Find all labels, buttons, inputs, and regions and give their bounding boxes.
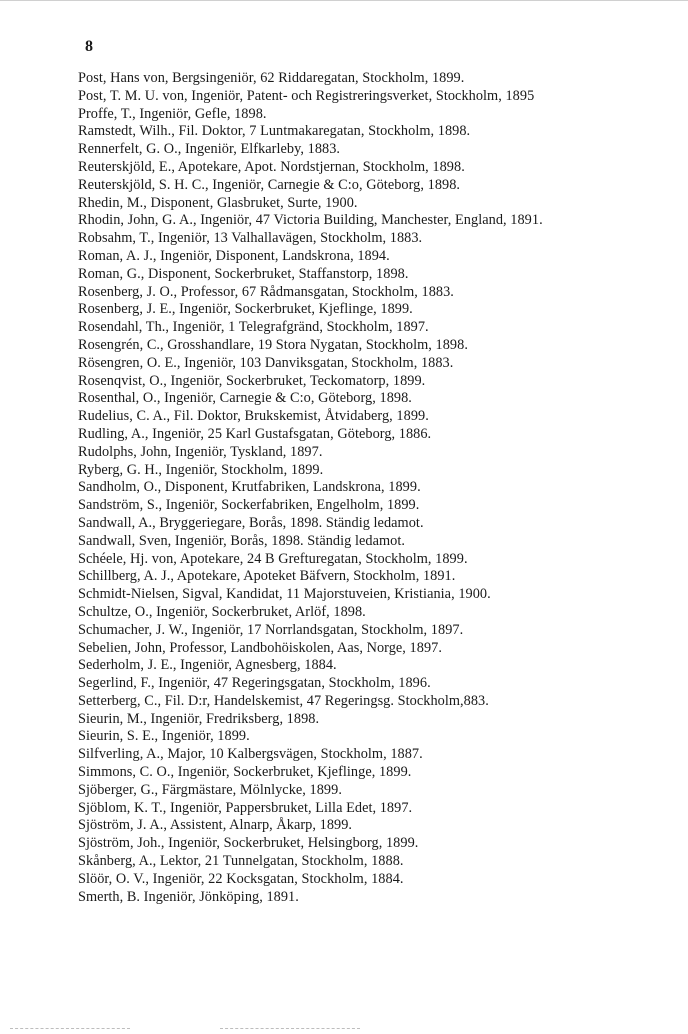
member-entry: Rudling, A., Ingeniör, 25 Karl Gustafsgatan, Göteborg, 1886. [78, 425, 432, 442]
member-list [78, 70, 626, 906]
member-entry: Reuterskjöld, E., Apotekare, Apot. Nordstjernan, Stockholm, 1898. [78, 158, 465, 175]
member-entry: Rudolphs, John, Ingeniör, Tyskland, 1897. [78, 443, 323, 460]
member-entry: Sieurin, M., Ingeniör, Fredriksberg, 1898. [78, 710, 320, 727]
member-entry: Skånberg, A., Lektor, 21 Tunnelgatan, Stockholm, 1888. [78, 853, 404, 870]
member-entry: Segerlind, F., Ingeniör, 47 Regeringsgatan, Stockholm, 1896. [78, 675, 431, 692]
member-entry: Sjöblom, K. T., Ingeniör, Pappersbruket, Lilla Edet, 1897. [78, 799, 413, 816]
member-entry: Roman, G., Disponent, Sockerbruket, Staffanstorp, 1898. [78, 265, 409, 282]
member-entry: Rudelius, C. A., Fil. Doktor, Brukskemist, Åtvidaberg, 1899. [78, 408, 429, 425]
member-entry: Schmidt-Nielsen, Sigval, Kandidat, 11 Majorstuveien, Kristiania, 1900. [78, 586, 491, 603]
member-entry: Sandholm, O., Disponent, Krutfabriken, Landskrona, 1899. [78, 479, 421, 496]
member-entry: Sieurin, S. E., Ingeniör, 1899. [78, 728, 250, 745]
member-entry: Sandwall, Sven, Ingeniör, Borås, 1898. Ständig ledamot. [78, 532, 405, 549]
member-entry: Rosenberg, J. O., Professor, 67 Rådmansgatan, Stockholm, 1883. [78, 283, 454, 300]
member-entry: Reuterskjöld, S. H. C., Ingeniör, Carnegie & C:o, Göteborg, 1898. [78, 176, 461, 193]
member-entry: Proffe, T., Ingeniör, Gefle, 1898. [78, 105, 267, 122]
member-entry: Setterberg, C., Fil. D:r, Handelskemist, 47 Regeringsg. Stockholm,883. [78, 692, 489, 709]
member-entry: Schéele, Hj. von, Apotekare, 24 B Grefturegatan, Stockholm, 1899. [78, 550, 468, 567]
member-entry: Sederholm, J. E., Ingeniör, Agnesberg, 1884. [78, 657, 337, 674]
member-entry: Sebelien, John, Professor, Landbohöiskolen, Aas, Norge, 1897. [78, 639, 442, 656]
member-entry: Roman, A. J., Ingeniör, Disponent, Landskrona, 1894. [78, 247, 390, 264]
member-entry: Schillberg, A. J., Apotekare, Apoteket Bäfvern, Stockholm, 1891. [78, 568, 456, 585]
member-entry: Schumacher, J. W., Ingeniör, 17 Norrlandsgatan, Stockholm, 1897. [78, 621, 464, 638]
member-entry: Post, Hans von, Bergsingeniör, 62 Riddaregatan, Stockholm, 1899. [78, 70, 465, 86]
member-entry: Sandwall, A., Bryggeriegare, Borås, 1898. Ständig ledamot. [78, 514, 424, 531]
member-entry: Ramstedt, Wilh., Fil. Doktor, 7 Luntmakaregatan, Stockholm, 1898. [78, 123, 471, 140]
page-number: 8 [85, 38, 93, 55]
member-entry: Rosenthal, O., Ingeniör, Carnegie & C:o, Göteborg, 1898. [78, 390, 412, 407]
member-entry: Rosenqvist, O., Ingeniör, Sockerbruket, Teckomatorp, 1899. [78, 372, 426, 389]
member-entry: Smerth, B. Ingeniör, Jönköping, 1891. [78, 888, 299, 905]
member-entry: Rennerfelt, G. O., Ingeniör, Elfkarleby, 1883. [78, 141, 341, 158]
member-entry: Rosenberg, J. E., Ingeniör, Sockerbruket, Kjeflinge, 1899. [78, 301, 413, 318]
member-entry: Rösengren, O. E., Ingeniör, 103 Danviksgatan, Stockholm, 1883. [78, 354, 454, 371]
member-entry: Sjöberger, G., Färgmästare, Mölnlycke, 1899. [78, 781, 342, 798]
member-entry: Simmons, C. O., Ingeniör, Sockerbruket, Kjeflinge, 1899. [78, 764, 412, 781]
member-entry: Rhodin, John, G. A., Ingeniör, 47 Victoria Building, Manchester, England, 1891. [78, 212, 543, 229]
bottom-edge-rule [10, 1028, 130, 1029]
member-entry: Rosendahl, Th., Ingeniör, 1 Telegrafgränd, Stockholm, 1897. [78, 319, 429, 336]
member-entry: Sandström, S., Ingeniör, Sockerfabriken, Engelholm, 1899. [78, 497, 420, 514]
top-edge-rule [0, 0, 688, 3]
bottom-edge-rule [220, 1028, 360, 1029]
member-entry: Rhedin, M., Disponent, Glasbruket, Surte, 1900. [78, 194, 358, 211]
member-entry: Schultze, O., Ingeniör, Sockerbruket, Arlöf, 1898. [78, 603, 366, 620]
member-entry: Rosengrén, C., Grosshandlare, 19 Stora Nygatan, Stockholm, 1898. [78, 336, 468, 353]
member-entry: Ryberg, G. H., Ingeniör, Stockholm, 1899. [78, 461, 324, 478]
member-entry: Post, T. M. U. von, Ingeniör, Patent- och Registreringsverket, Stockholm, 1895 [78, 87, 535, 104]
member-entry: Slöör, O. V., Ingeniör, 22 Kocksgatan, Stockholm, 1884. [78, 870, 404, 887]
member-entry: Sjöström, J. A., Assistent, Alnarp, Åkarp, 1899. [78, 817, 353, 834]
member-entry: Sjöström, Joh., Ingeniör, Sockerbruket, Helsingborg, 1899. [78, 835, 419, 852]
member-entry: Silfverling, A., Major, 10 Kalbergsvägen, Stockholm, 1887. [78, 746, 423, 763]
member-entry: Robsahm, T., Ingeniör, 13 Valhallavägen, Stockholm, 1883. [78, 230, 423, 247]
